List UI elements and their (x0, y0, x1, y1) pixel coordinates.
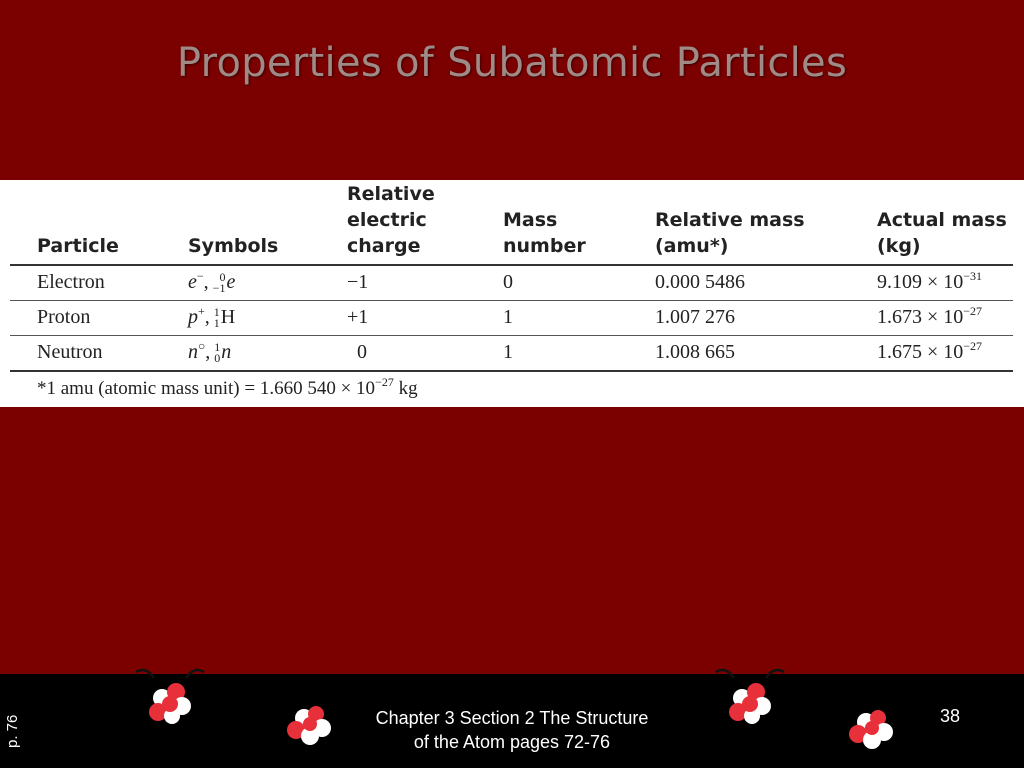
footer-caption (340, 706, 684, 754)
table-footnote (37, 375, 418, 400)
particle-table (0, 180, 1024, 407)
header-rule (10, 264, 1013, 266)
actual-mass-base: 1.673 × 10 (877, 306, 964, 328)
cell-charge: −1 (347, 271, 369, 293)
footnote-text: *1 amu (atomic mass unit) = 1.660 540 × 10 (37, 378, 376, 399)
cell-relative-mass: 1.008 665 (655, 341, 735, 363)
symbol-nuclear: H (220, 306, 236, 328)
cell-particle: Electron (37, 271, 105, 293)
row-rule (10, 300, 1013, 301)
symbol-nuclear: n (221, 341, 232, 363)
header-relative-mass (655, 207, 805, 259)
symbol-main: e (188, 271, 197, 293)
atom-nucleus-icon (844, 704, 900, 754)
cell-particle: Neutron (37, 341, 103, 363)
page-reference: p. 76 (4, 714, 21, 748)
isotope-top: 0 (219, 270, 226, 285)
cell-actual-mass (877, 305, 982, 329)
cell-symbols (188, 305, 235, 329)
cell-relative-mass: 1.007 276 (655, 306, 735, 328)
header-relative-mass-line: (amu*) (655, 235, 729, 257)
actual-mass-base: 9.109 × 10 (877, 271, 964, 293)
header-symbols: Symbols (188, 235, 279, 257)
header-mass-number-line: number (503, 235, 586, 257)
symbol-superscript: ○ (198, 339, 206, 353)
symbol-separator: , (203, 271, 209, 293)
atom-nucleus-icon (712, 664, 788, 726)
cell-symbols (188, 270, 235, 294)
table-bottom-rule (10, 370, 1013, 372)
symbol-main: p (188, 306, 198, 328)
isotope-top: 1 (214, 340, 221, 355)
isotope-bottom: 0 (214, 351, 221, 366)
header-actual-mass-line: Actual mass (877, 209, 1007, 231)
isotope-notation (214, 342, 220, 364)
symbol-nuclear: e (226, 271, 236, 293)
cell-mass-number: 1 (503, 341, 513, 363)
symbol-main: n (188, 341, 198, 363)
slide-number: 38 (940, 706, 961, 726)
actual-mass-exponent: −27 (963, 304, 983, 318)
isotope-bottom: 1 (213, 316, 220, 331)
actual-mass-exponent: −27 (963, 339, 983, 353)
atom-nucleus-icon (282, 700, 338, 750)
footer-caption-line: Chapter 3 Section 2 The Structure (375, 708, 649, 728)
cell-actual-mass (877, 340, 982, 364)
cell-symbols (188, 340, 231, 364)
symbol-superscript: − (196, 269, 204, 283)
symbol-separator: , (204, 306, 210, 328)
atom-nucleus-icon (132, 664, 208, 726)
symbol-separator: , (205, 341, 211, 363)
slide-title: Properties of Subatomic Particles (176, 40, 848, 86)
header-relative-mass-line: Relative mass (655, 209, 805, 231)
header-charge (347, 181, 435, 259)
cell-actual-mass (877, 270, 982, 294)
symbol-superscript: + (198, 304, 205, 318)
footnote-exponent: −27 (375, 375, 394, 389)
actual-mass-base: 1.675 × 10 (877, 341, 964, 363)
header-mass-number (503, 207, 586, 259)
isotope-bottom: −1 (212, 281, 226, 296)
header-actual-mass (877, 207, 1007, 259)
header-actual-mass-line: (kg) (877, 235, 921, 257)
header-charge-line: electric (347, 209, 427, 231)
cell-mass-number: 0 (503, 271, 513, 293)
isotope-notation (214, 307, 220, 329)
cell-relative-mass: 0.000 5486 (655, 271, 745, 293)
footnote-unit: kg (393, 378, 418, 399)
cell-particle: Proton (37, 306, 91, 328)
header-particle: Particle (37, 235, 119, 257)
cell-charge: +1 (347, 306, 369, 328)
isotope-notation (213, 272, 226, 294)
header-charge-line: Relative (347, 183, 435, 205)
isotope-top: 1 (213, 305, 220, 320)
header-mass-number-line: Mass (503, 209, 558, 231)
cell-charge: 0 (357, 341, 367, 363)
footer-caption-line: of the Atom pages 72-76 (413, 732, 611, 752)
row-rule (10, 335, 1013, 336)
actual-mass-exponent: −31 (963, 269, 983, 283)
header-charge-line: charge (347, 235, 421, 257)
cell-mass-number: 1 (503, 306, 513, 328)
